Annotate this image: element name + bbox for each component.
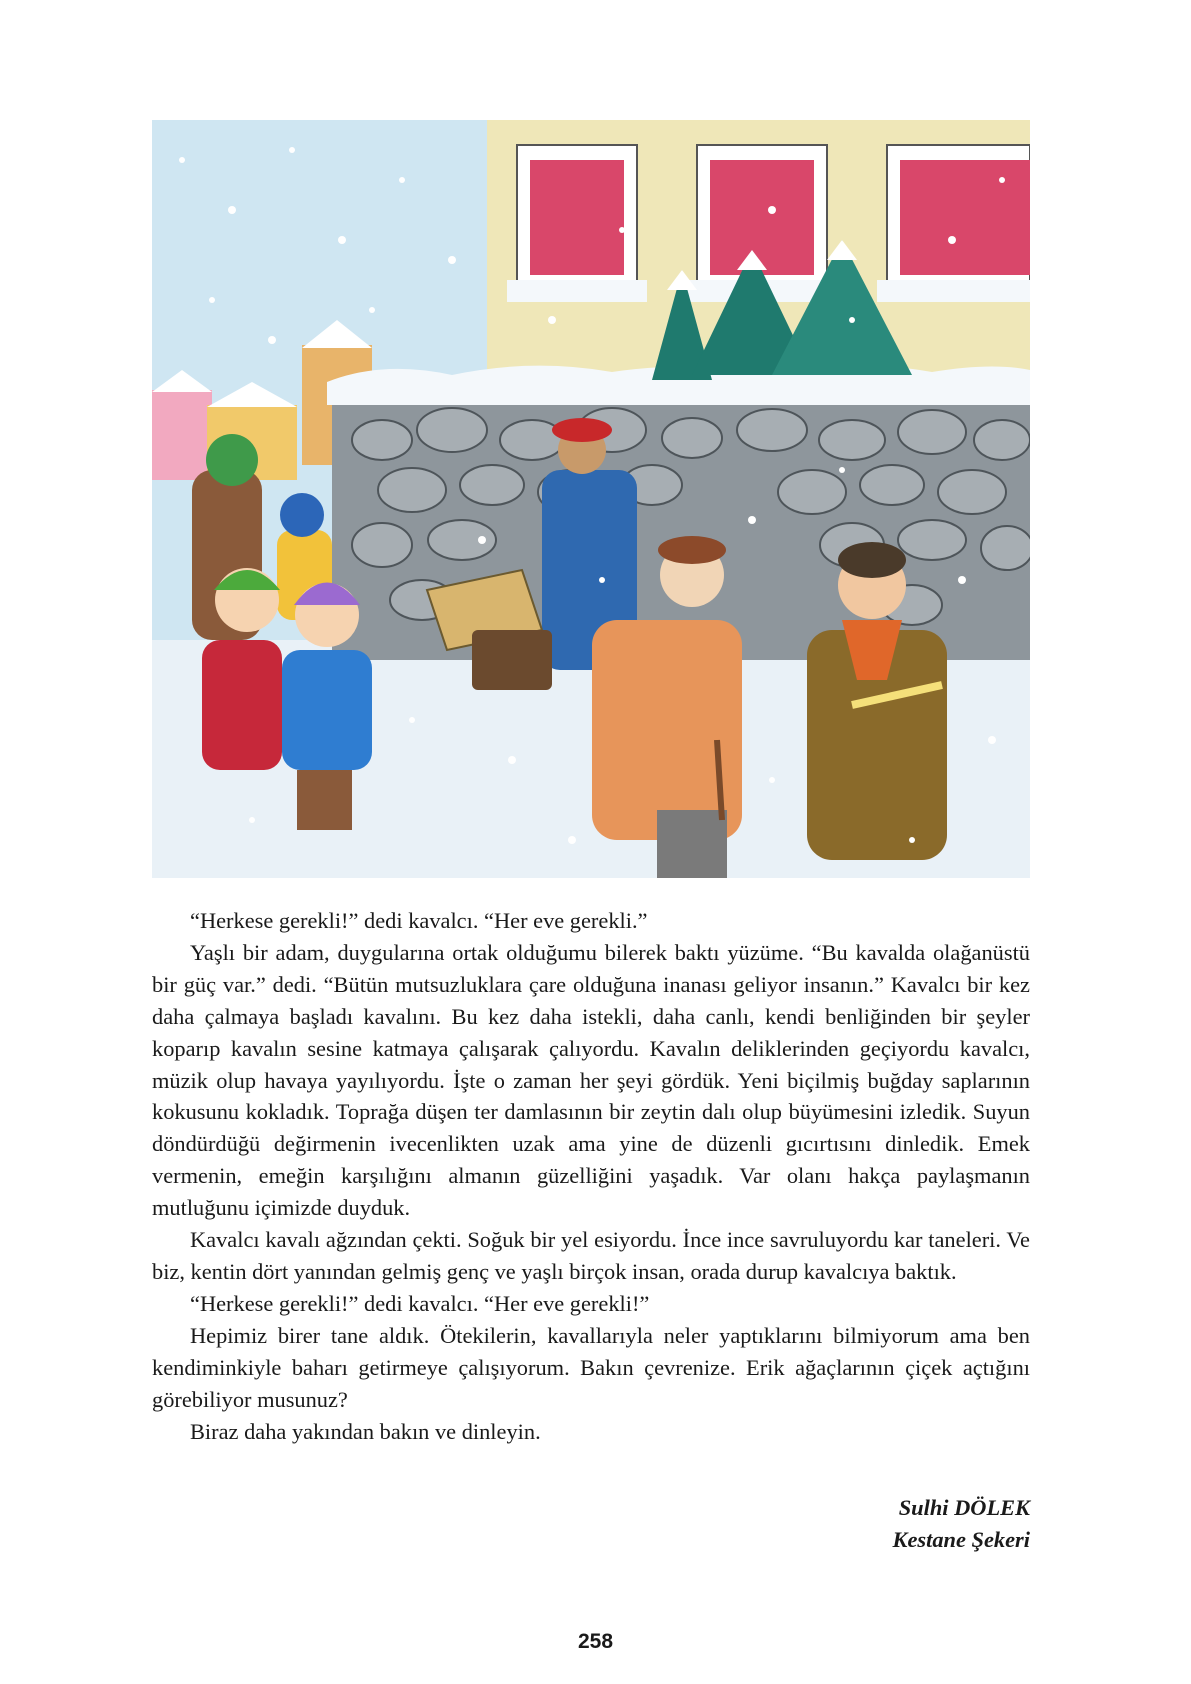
pink-house [152, 390, 212, 480]
paragraph: Biraz daha yakından bakın ve dinleyin. [190, 1418, 541, 1444]
page-number: 258 [577, 1630, 614, 1653]
winter-street-scene-illustration [152, 120, 1030, 878]
paragraph: Hepimiz birer tane aldık. Ötekilerin, kavallarıyla neler yaptıklarını bilmiyorum ama ben kendiminkiyle baharı getirmeye çalışıyorum. Bakın çevrenize. Erik ağaçlarının çiçek açtığını görebiliyor musunuz? [152, 1322, 1030, 1412]
building-windows [507, 145, 1030, 302]
paragraph: Yaşlı bir adam, duygularına ortak olduğumu bilerek baktı yüzüme. “Bu kavalda olağanüstü bir güç var.” dedi. “Bütün mutsuzluklara çare olduğuna inanası geliyor insanın.” Kavalcı bir kez daha çalmaya başladı kavalını. Bu kez daha istekli, daha canlı, kendi benliğinden bir şeyler koparıp kavalın sesine katmaya çalışarak çalıyordu. Kavalın deliklerinden geçiyordu kavalcı, müzik olup havaya yayılıyordu. İşte o zaman her şeyi gördük. Yeni biçilmiş buğday saplarının kokusunu kokladık. Toprağa düşen ter damlasının bir zeytin dalı olup büyümesini izledik. Suyun döndürdüğü değirmenin ivecenlikten uzak ama yine de düzenli gıcırtısını dinledik. Emek vermenin, emeğin karşılığını almanın güzelliğini yaşadık. Var olanı hakça paylaşmanın mutluğunu içimizde duyduk. [152, 939, 1030, 1221]
paragraph: Kavalcı kavalı ağzından çekti. Soğuk bir yel esiyordu. İnce ince savruluyordu kar taneleri. Ve biz, kentin dört yanından gelmiş genç ve yaşlı birçok insan, orada durup kavalcıya baktık. [152, 1227, 1030, 1284]
author-name: Sulhi DÖLEK [898, 1495, 1030, 1520]
signature [893, 1492, 1030, 1555]
story-illustration [152, 120, 1030, 878]
paragraph: “Herkese gerekli!” dedi kavalcı. “Her eve gerekli!” [190, 1290, 650, 1316]
source-title: Kestane Şekeri [892, 1526, 1030, 1552]
paragraph: “Herkese gerekli!” dedi kavalcı. “Her eve gerekli.” [190, 908, 648, 933]
story-text [152, 905, 1030, 1447]
